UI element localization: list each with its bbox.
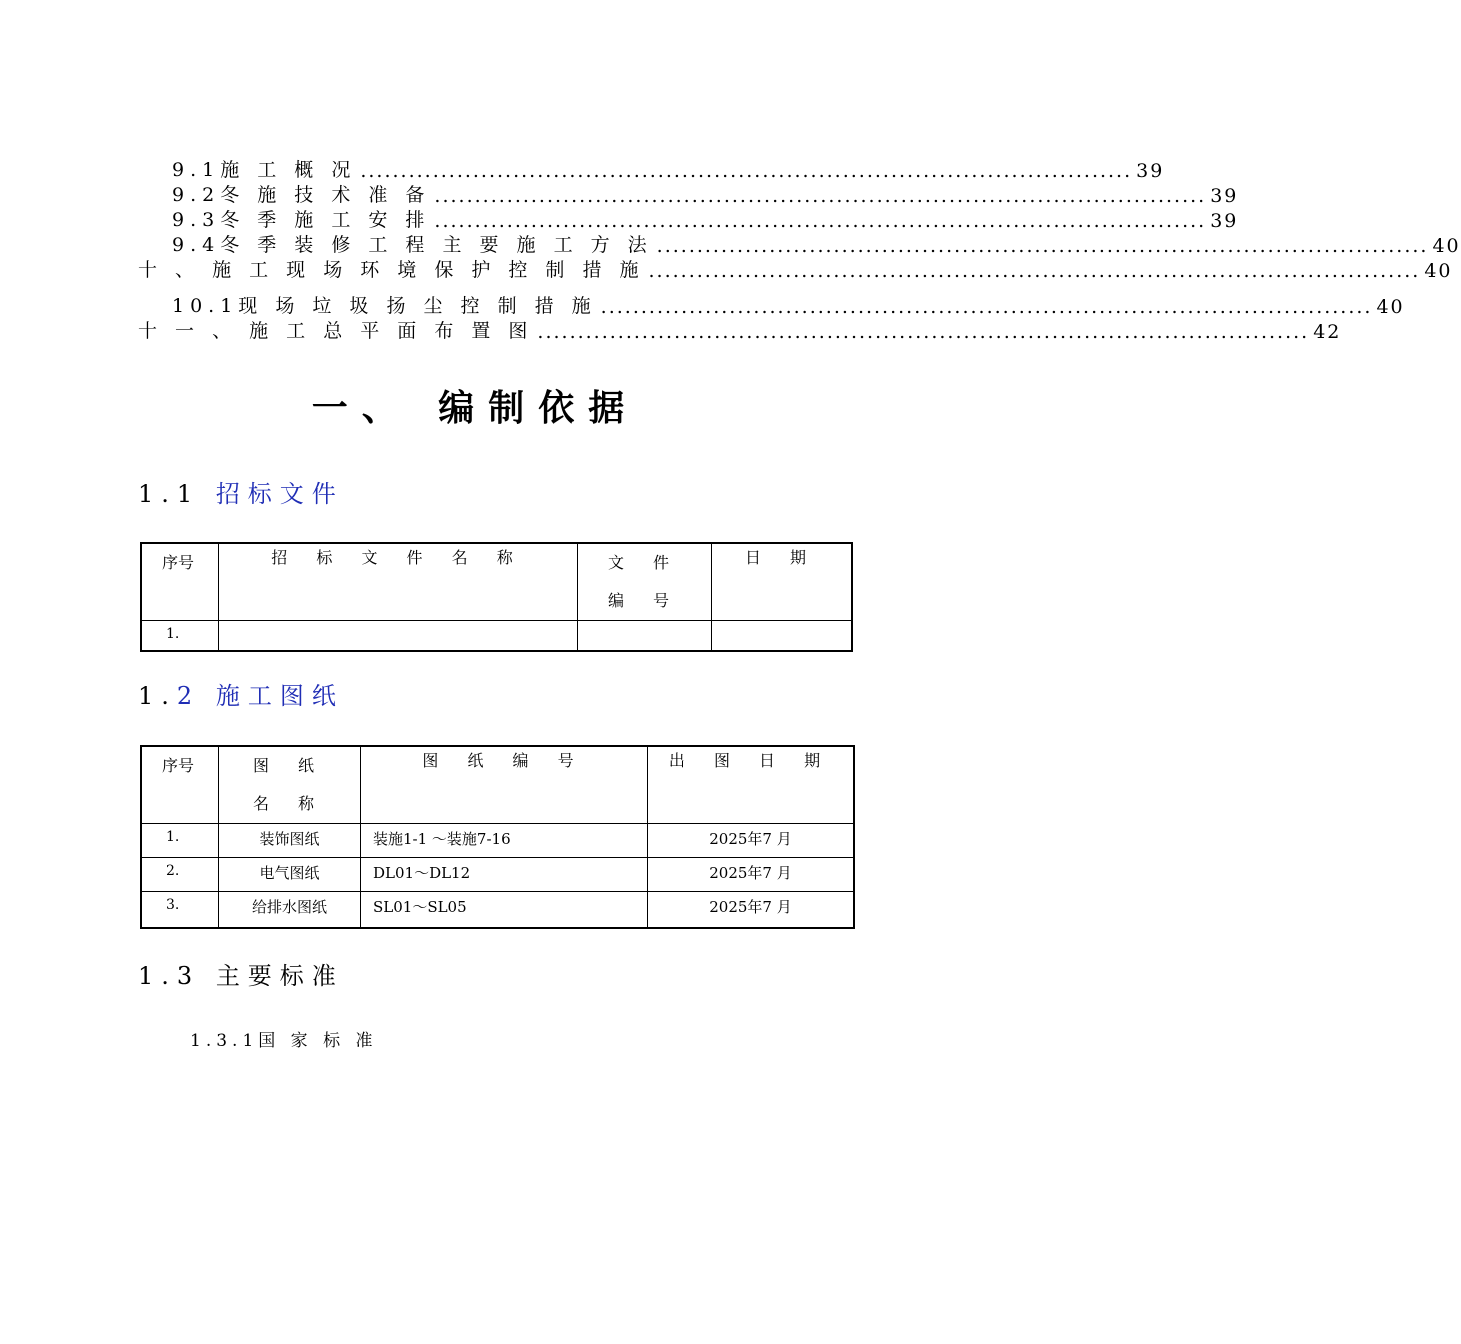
toc-entry[interactable] [172, 234, 1461, 257]
tender-documents-table [140, 542, 853, 652]
table-row [141, 858, 854, 892]
table-cell: 1. [141, 824, 219, 858]
toc-entry-title: 9.1施 工 概 况 [172, 159, 357, 181]
table-header-cell: 图 纸 名 称 [219, 746, 361, 824]
toc-entry-title: 十 一 、 施 工 总 平 面 布 置 图 [138, 320, 534, 342]
toc-entry[interactable] [172, 184, 1239, 207]
toc-leader-dots: ................................................................................................ [600, 296, 1373, 318]
toc-entry-page: 42 [1313, 321, 1342, 343]
toc-entry-title: 9.4冬 季 装 修 工 程 主 要 施 工 方 法 [172, 234, 653, 256]
toc-leader-dots: ................................................................................................ [537, 321, 1310, 343]
section-title: 主要标准 [215, 962, 344, 990]
table-cell [578, 621, 712, 651]
table-cell: 给排水图纸 [219, 892, 361, 928]
toc-leader-dots: ................................................................................................ [434, 185, 1207, 207]
toc-entry[interactable] [138, 259, 1453, 282]
table-cell [712, 621, 853, 651]
toc-entry-page: 40 [1432, 235, 1461, 257]
toc-entry-page: 39 [1210, 185, 1239, 207]
table-header-cell: 日 期 [712, 543, 853, 621]
toc-entry-page: 40 [1424, 260, 1453, 282]
table-header-cell: 招 标 文 件 名 称 [219, 543, 578, 621]
chapter-title: 一、 编制依据 [311, 388, 639, 429]
table-cell: 电气图纸 [219, 858, 361, 892]
table-cell: SL01～SL05 [361, 892, 648, 928]
section-number: 1.3 [138, 962, 201, 990]
table-cell [219, 621, 578, 651]
section-heading-1-1 [138, 474, 344, 509]
table-cell: 装饰图纸 [219, 824, 361, 858]
toc-leader-dots: ................................................................................................ [656, 235, 1429, 257]
table-header-row [141, 543, 852, 621]
table-cell: DL01～DL12 [361, 858, 648, 892]
table-cell: 2. [141, 858, 219, 892]
section-title: 施工图纸 [215, 682, 344, 710]
toc-entry-title: 10.1现 场 垃 圾 扬 尘 控 制 措 施 [172, 295, 597, 317]
table-row [141, 621, 852, 651]
toc-leader-dots: ................................................................................................ [360, 160, 1133, 182]
table-cell: 2025年7 月 [648, 824, 855, 858]
toc-entry-page: 39 [1136, 160, 1165, 182]
toc-entry[interactable] [172, 209, 1239, 232]
toc-entry[interactable] [172, 159, 1165, 182]
section-number: 1.2 [138, 682, 201, 710]
table-cell: 1. [141, 621, 219, 651]
table-header-cell: 图 纸 编 号 [361, 746, 648, 824]
toc-entry-title: 9.3冬 季 施 工 安 排 [172, 209, 431, 231]
section-heading-1-2 [138, 676, 344, 711]
toc-entry-page: 40 [1376, 296, 1405, 318]
table-cell: 2025年7 月 [648, 858, 855, 892]
toc-entry[interactable] [172, 295, 1405, 318]
table-header-row [141, 746, 854, 824]
drawings-table [140, 745, 855, 929]
toc-leader-dots: ................................................................................................ [434, 210, 1207, 232]
toc-leader-dots: ................................................................................................ [648, 260, 1421, 282]
table-row [141, 892, 854, 928]
toc-entry-title: 9.2冬 施 技 术 准 备 [172, 184, 431, 206]
table-header-cell: 文 件 编 号 [578, 543, 712, 621]
toc-entry-page: 39 [1210, 210, 1239, 232]
table-cell: 2025年7 月 [648, 892, 855, 928]
section-number: 1.1 [138, 480, 201, 508]
toc-entry[interactable] [138, 320, 1342, 343]
table-row [141, 824, 854, 858]
table-header-cell: 出 图 日 期 [648, 746, 855, 824]
subsection-heading-1-3-1: 1.3.1国 家 标 准 [190, 1031, 378, 1051]
section-heading-1-3 [138, 956, 344, 991]
table-cell: 装施1-1 ～装施7-16 [361, 824, 648, 858]
table-cell: 3. [141, 892, 219, 928]
table-header-cell: 序号 [141, 543, 219, 621]
section-title: 招标文件 [215, 480, 344, 508]
toc-entry-title: 十 、 施 工 现 场 环 境 保 护 控 制 措 施 [138, 259, 645, 281]
table-header-cell: 序号 [141, 746, 219, 824]
